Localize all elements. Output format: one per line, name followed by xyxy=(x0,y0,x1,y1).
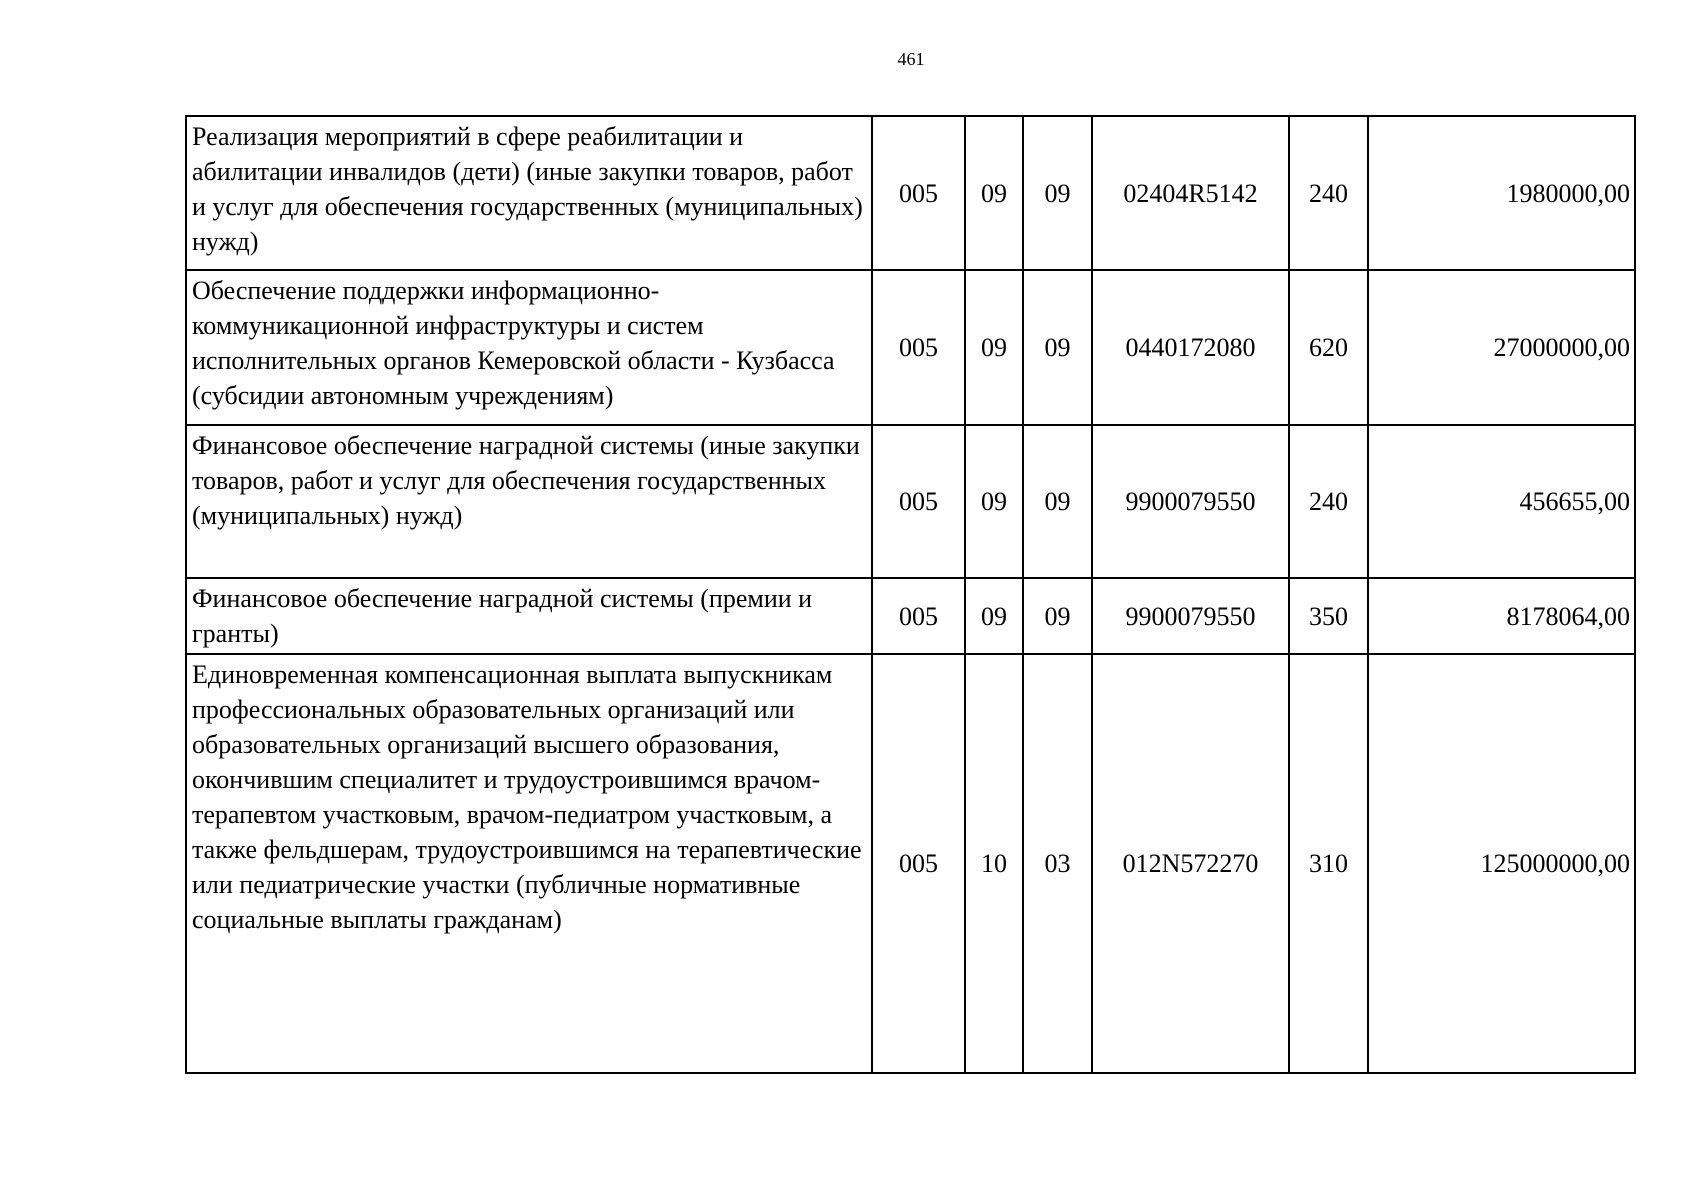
row-description: Единовременная компенсационная выплата выпускникам профессиональных образовательных организаций или образовательных организаций высшего образования, окончившим специалитет и трудоустроившимся врачом-терапевтом участковым, врачом-педиатром участковым, а также фельдшерам, трудоустроившимся на терапевтические или педиатрические участки (публичные нормативные социальные выплаты гражданам) xyxy=(186,654,872,1073)
subsection-code: 09 xyxy=(1023,578,1092,654)
subsection-code: 03 xyxy=(1023,654,1092,1073)
row-description: Финансовое обеспечение наградной системы (иные закупки товаров, работ и услуг для обеспечения государственных (муниципальных) нужд) xyxy=(186,425,872,578)
target-article-code: 9900079550 xyxy=(1092,578,1289,654)
table-row xyxy=(186,270,1635,425)
ministry-code: 005 xyxy=(872,116,965,270)
row-description: Финансовое обеспечение наградной системы (премии и гранты) xyxy=(186,578,872,654)
expense-type-code: 310 xyxy=(1289,654,1368,1073)
section-code: 09 xyxy=(965,425,1023,578)
ministry-code: 005 xyxy=(872,578,965,654)
subsection-code: 09 xyxy=(1023,270,1092,425)
table-row xyxy=(186,654,1635,1073)
amount-value: 456655,00 xyxy=(1368,425,1635,578)
expense-type-code: 620 xyxy=(1289,270,1368,425)
ministry-code: 005 xyxy=(872,270,965,425)
target-article-code: 012N572270 xyxy=(1092,654,1289,1073)
row-description: Реализация мероприятий в сфере реабилитации и абилитации инвалидов (дети) (иные закупки товаров, работ и услуг для обеспечения государственных (муниципальных) нужд) xyxy=(186,116,872,270)
target-article-code: 0440172080 xyxy=(1092,270,1289,425)
table-row xyxy=(186,425,1635,578)
subsection-code: 09 xyxy=(1023,425,1092,578)
section-code: 09 xyxy=(965,578,1023,654)
expense-type-code: 240 xyxy=(1289,116,1368,270)
amount-value: 1980000,00 xyxy=(1368,116,1635,270)
table-row xyxy=(186,578,1635,654)
section-code: 09 xyxy=(965,270,1023,425)
amount-value: 125000000,00 xyxy=(1368,654,1635,1073)
table-row xyxy=(186,116,1635,270)
expense-type-code: 350 xyxy=(1289,578,1368,654)
ministry-code: 005 xyxy=(872,425,965,578)
target-article-code: 02404R5142 xyxy=(1092,116,1289,270)
target-article-code: 9900079550 xyxy=(1092,425,1289,578)
section-code: 10 xyxy=(965,654,1023,1073)
page-number: 461 xyxy=(897,49,925,69)
budget-table xyxy=(185,115,1636,1074)
amount-value: 27000000,00 xyxy=(1368,270,1635,425)
expense-type-code: 240 xyxy=(1289,425,1368,578)
ministry-code: 005 xyxy=(872,654,965,1073)
row-description: Обеспечение поддержки информационно-коммуникационной инфраструктуры и систем исполнительных органов Кемеровской области - Кузбасса (субсидии автономным учреждениям) xyxy=(186,270,872,425)
subsection-code: 09 xyxy=(1023,116,1092,270)
amount-value: 8178064,00 xyxy=(1368,578,1635,654)
section-code: 09 xyxy=(965,116,1023,270)
